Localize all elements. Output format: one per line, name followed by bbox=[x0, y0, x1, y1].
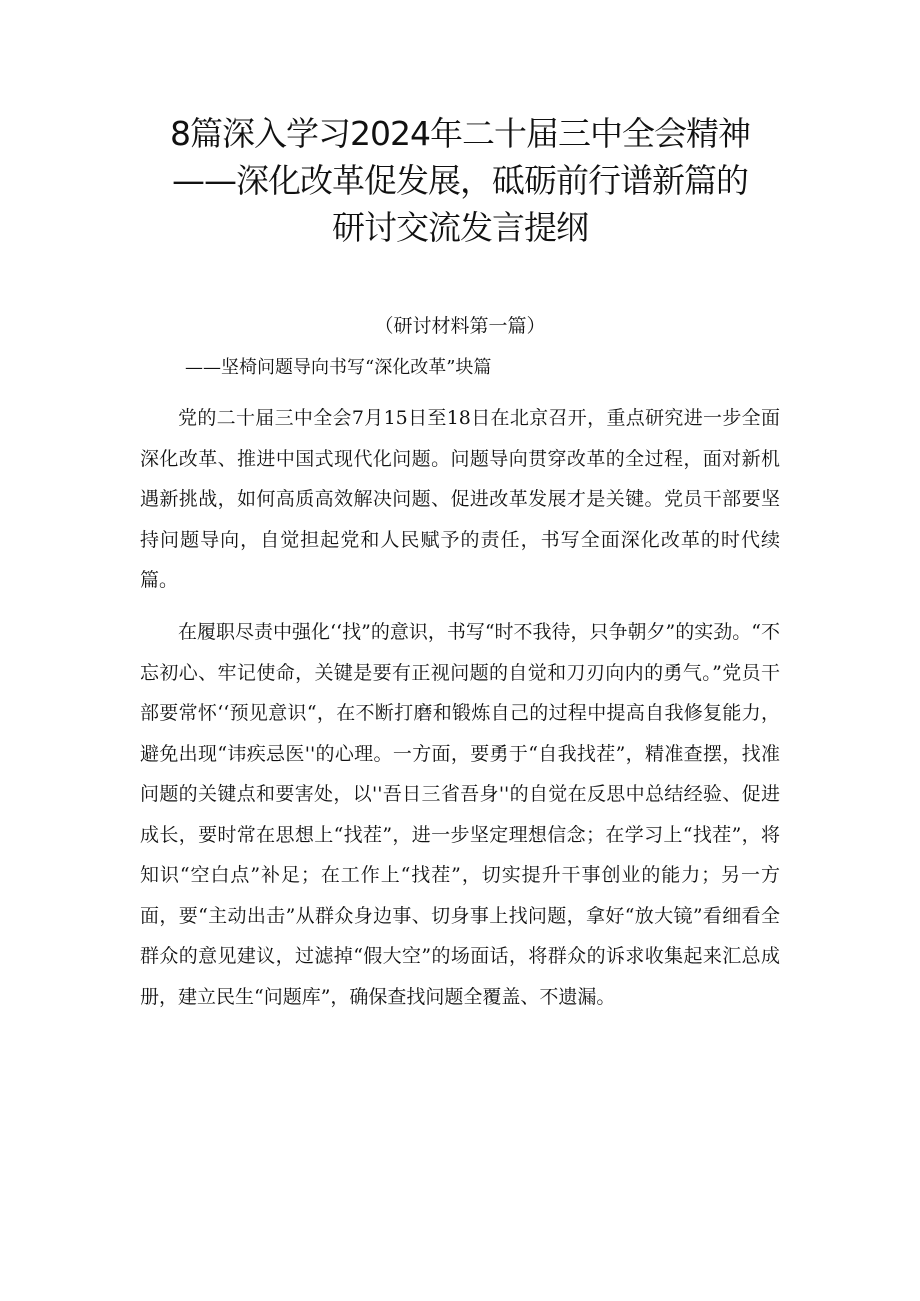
body-paragraph-1: 党的二十届三中全会7月15日至18日在北京召开，重点研究进一步全面深化改革、推进中国式现代化问题。问题导向贯穿改革的全过程，面对新机遇新挑战，如何高质高效解决问题、促进改革发展才是关键。党员干部要坚持问题导向，自觉担起党和人民赋予的责任，书写全面深化改革的时代续篇。 bbox=[140, 407, 780, 591]
document-title bbox=[110, 110, 810, 251]
section-subtitle: ——坚椅问题导向书写“深化改革”块篇 bbox=[185, 357, 492, 378]
section-heading: （研讨材料第一篇） bbox=[374, 315, 546, 337]
title-line-3: 研讨交流发言提纲 bbox=[332, 208, 588, 247]
title-line-2: ——深化改革促发展，砥砺前行谱新篇的 bbox=[172, 161, 748, 200]
body-paragraph-2: 在履职尽责中强化‘‘找”的意识，书写“时不我待，只争朝夕”的实劲。“不忘初心、牢记使命，关键是要有正视问题的自觉和刀刃向内的勇气。”党员干部要常怀‘‘预见意识“，在不断打磨和锻炼自己的过程中提高自我修复能力，避免出现“讳疾忌医''的心理。一方面，要勇于“自我找茬”，精准查摆，找准问题的关键点和要害处，以''吾日三省吾身''的自觉在反思中总结经验、促进成长，要时常在思想上“找茬”，进一步坚定理想信念；在学习上“找茬”，将知识“空白点”补足；在工作上“找茬”，切实提升干事创业的能力；另一方面，要“主动出击”从群众身边事、切身事上找问题，拿好“放大镜”看细看全群众的意见建议，过滤掉“假大空”的场面话，将群众的诉求收集起来汇总成册，建立民生“问题库”，确保查找问题全覆盖、不遗漏。 bbox=[140, 621, 780, 1008]
title-line-1: 8篇深入学习2024年二十届三中全会精神 bbox=[170, 114, 750, 153]
